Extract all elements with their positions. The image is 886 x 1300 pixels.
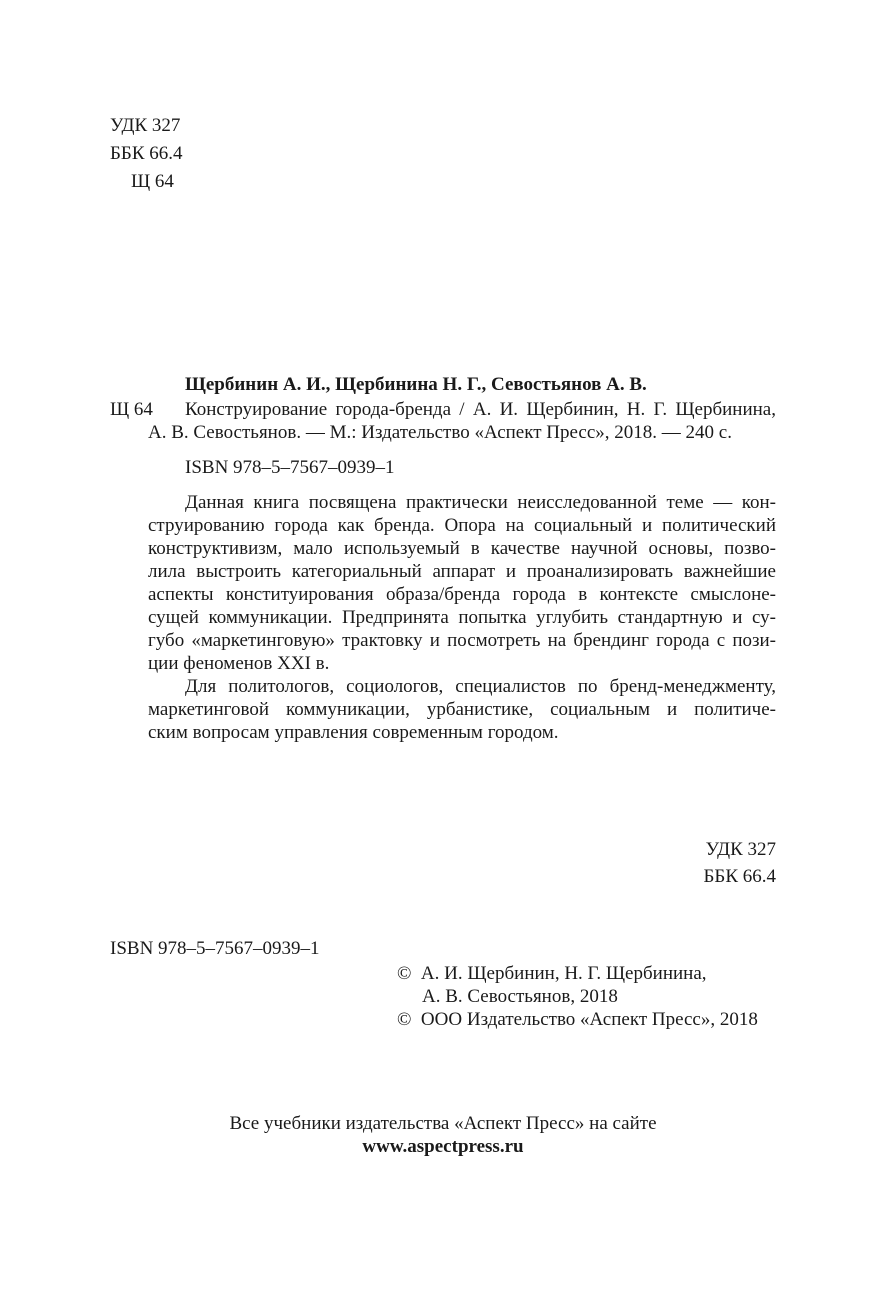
- audience-line: маркетинговой коммуникации, урбанистике, социальным и политиче-: [148, 699, 776, 720]
- card-title-line2: А. В. Севостьянов. — М.: Издательство «Аспект Пресс», 2018. — 240 с.: [148, 422, 732, 443]
- audience-line: Для политологов, социологов, специалистов по бренд-менеджменту,: [185, 676, 776, 697]
- annotation-line: губо «маркетинговую» трактовку и посмотреть на брендинг города с пози-: [148, 630, 776, 651]
- card-authors: Щербинин А. И., Щербинина Н. Г., Севостьянов А. В.: [185, 374, 647, 395]
- card-author-mark: Щ 64: [110, 399, 153, 420]
- copyright-line1: © А. И. Щербинин, Н. Г. Щербинина,: [397, 963, 707, 984]
- annotation-paragraph: [148, 491, 776, 675]
- annotation-line: Данная книга посвящена практически неисследованной теме — кон-: [185, 492, 776, 513]
- annotation-line: аспекты конституирования образа/бренда города в контексте смыслоне-: [148, 584, 776, 605]
- right-bbk: ББК 66.4: [703, 866, 776, 887]
- top-udk: УДК 327: [110, 115, 181, 136]
- footer-text: Все учебники издательства «Аспект Пресс» на сайте: [229, 1113, 657, 1134]
- copyright-line3: © ООО Издательство «Аспект Пресс», 2018: [397, 1009, 758, 1030]
- card-isbn: ISBN 978–5–7567–0939–1: [185, 457, 395, 478]
- footer-url[interactable]: www.aspectpress.ru: [362, 1136, 524, 1157]
- annotation-line: лила выстроить категориальный аппарат и проанализировать важнейшие: [148, 561, 776, 582]
- annotation-line: ции феноменов XXI в.: [148, 653, 330, 674]
- annotation-line: конструктивизм, мало используемый в качестве научной основы, позво-: [148, 538, 776, 559]
- right-udk: УДК 327: [705, 839, 776, 860]
- top-bbk: ББК 66.4: [110, 143, 183, 164]
- copyright-line2: А. В. Севостьянов, 2018: [422, 986, 618, 1007]
- audience-paragraph: [148, 675, 776, 744]
- top-author-mark: Щ 64: [131, 171, 174, 192]
- annotation-line: струированию города как бренда. Опора на социальный и политический: [148, 515, 776, 536]
- annotation-line: сущей коммуникации. Предпринята попытка углубить стандартную и су-: [148, 607, 776, 628]
- audience-line: ским вопросам управления современным городом.: [148, 722, 559, 743]
- card-title-line1: Конструирование города-бренда / А. И. Щербинин, Н. Г. Щербинина,: [185, 399, 776, 420]
- bottom-isbn: ISBN 978–5–7567–0939–1: [110, 938, 320, 959]
